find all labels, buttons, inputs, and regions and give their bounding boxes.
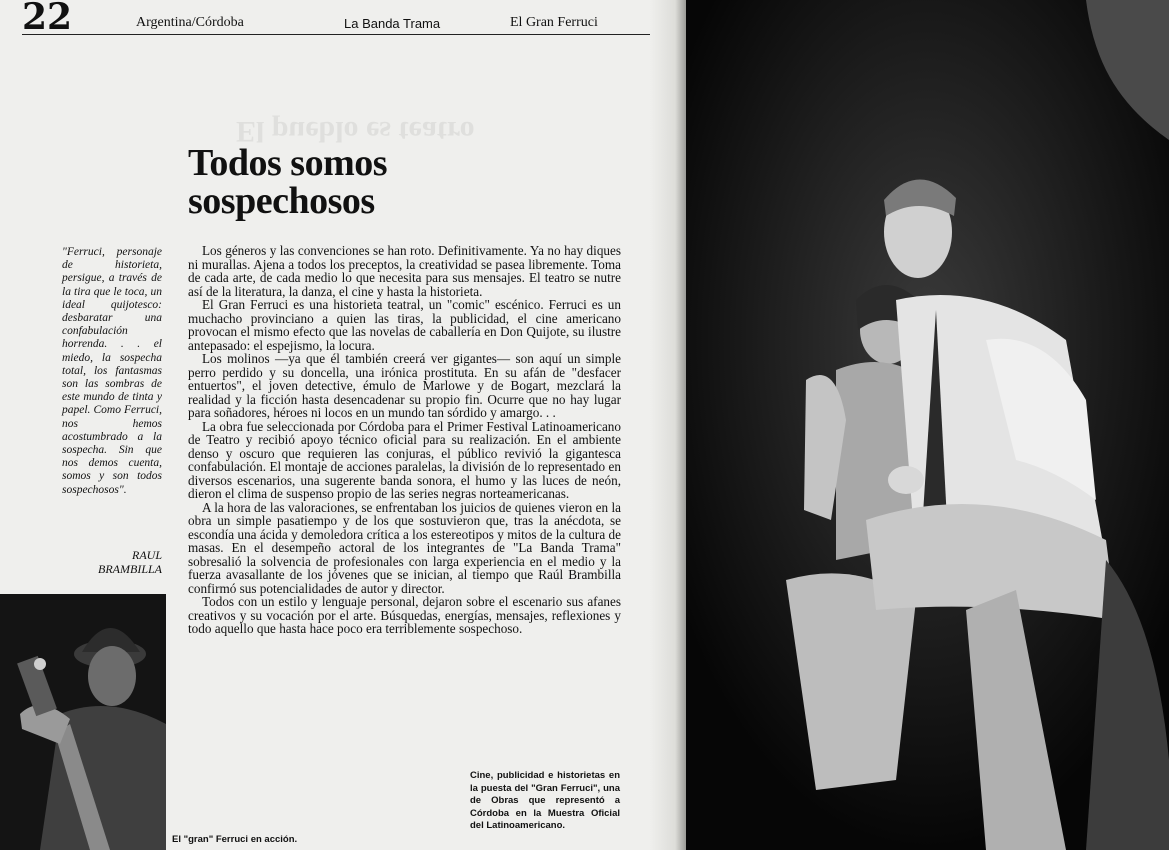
page-number: 22 <box>22 0 73 38</box>
paragraph-6: Todos con un estilo y lenguaje personal, dejaron sobre el escenario sus afanes creativos y su vocación por el arte. Búsquedas, energías, mensajes, reflexiones y todo aquello que hasta hace poco era terriblemente sospechoso. <box>188 594 621 636</box>
photo-caption-right: Cine, publicidad e historietas en la puesta del "Gran Ferruci", una de Obras que representó a Córdoba en la Muestra Oficial del Latinoamericano. <box>470 770 620 832</box>
right-page-photo <box>686 0 1169 850</box>
pullquote-author <box>62 548 162 576</box>
paragraph-4: La obra fue seleccionada por Córdoba para el Primer Festival Latinoamericano de Teatro y recibió apoyo técnico oficial para su realización. En el ambiente denso y oscuro que requieren las conjuras, el público revivió la gigantesca confabulación. El montaje de acciones paralelas, la división de lo representado en diversos escenarios, una sugerente banda sonora, el humo y las luces de neón, dieron el clima de suspenso propio de las series negras norteamericanas. <box>188 418 621 501</box>
paragraph-1: Los géneros y las convenciones se han roto. Definitivamente. Ya no hay diques ni murallas. Ajena a todos los preceptos, la creatividad se pasea libremente. Toma de cada arte, de cada medio lo que necesita para sus mensajes. El teatro se nutre así de la literatura, la danza, el cine y hasta la historieta. <box>188 243 621 299</box>
pullquote: "Ferruci, personaje de historieta, persigue, a través de la tira que le toca, un ideal quijotesco: desbaratar una confabulación horrenda. . . el miedo, la sospecha total, los fantasmas son las sombras de este mundo de tinta y papel. Como Ferruci, nos hemos acostumbrado a la sospecha. Sin que nos demos cuenta, somos y son todos sospechosos". <box>62 246 162 496</box>
show-through-text: El pueblo es teatro <box>236 115 475 148</box>
header-play-title: El Gran Ferruci <box>510 15 598 30</box>
detective-with-gun-illustration <box>0 594 166 850</box>
header-section: Argentina/Córdoba <box>136 15 244 30</box>
title-line-1: Todos somos <box>188 142 388 184</box>
page-header <box>22 0 650 38</box>
paragraph-5: A la hora de las valoraciones, se enfrentaban los juicios de quienes vieron en la obra un simple pasatiempo y de los que sostuvieron que, tras la anécdota, se escondía una ácida y demoledora crítica a los estereotipos y mitos de la cultura de masas. En el desempeño actoral de los integrantes de "La Banda Trama" sobresalió la solvencia de profesionales con larga experiencia en el medio y la fuerza avasallante de los jóvenes que se inician, al tiempo que Raúl Brambilla confirmó sus potencialidades de autor y director. <box>188 499 621 596</box>
detective-photo <box>0 594 166 850</box>
stage-photo-illustration <box>686 0 1169 850</box>
paragraph-3: Los molinos —ya que él también creerá ver gigantes— son aquí un simple perro perdido y su doncella, una irónica prostituta. En su afán de "desfacer entuertos", el joven detective, émulo de Marlowe y de Bogart, mezclará la realidad y la ficción hasta desencadenar su propio fin. Ocurre que no hay lugar para soñadores, héroes ni locos en un mundo tan sórdido y amargo. . . <box>188 351 621 420</box>
title-line-2: sospechosos <box>188 180 375 222</box>
article-title <box>188 144 488 220</box>
photo-caption-left: El "gran" Ferruci en acción. <box>172 834 298 845</box>
author-first-name: RAUL <box>132 548 162 562</box>
author-last-name: BRAMBILLA <box>98 562 162 576</box>
page-gutter <box>650 0 686 850</box>
article-body <box>188 244 621 636</box>
paragraph-2: El Gran Ferruci es una historieta teatral, un "comic" escénico. Ferruci es un muchacho provinciano a quien las tiras, la publicidad, el cine americano provocan el mismo efecto que las novelas de caballería en Don Quijote, su ilustre antepasado: el espejismo, la locura. <box>188 297 621 353</box>
header-company: La Banda Trama <box>344 16 441 31</box>
